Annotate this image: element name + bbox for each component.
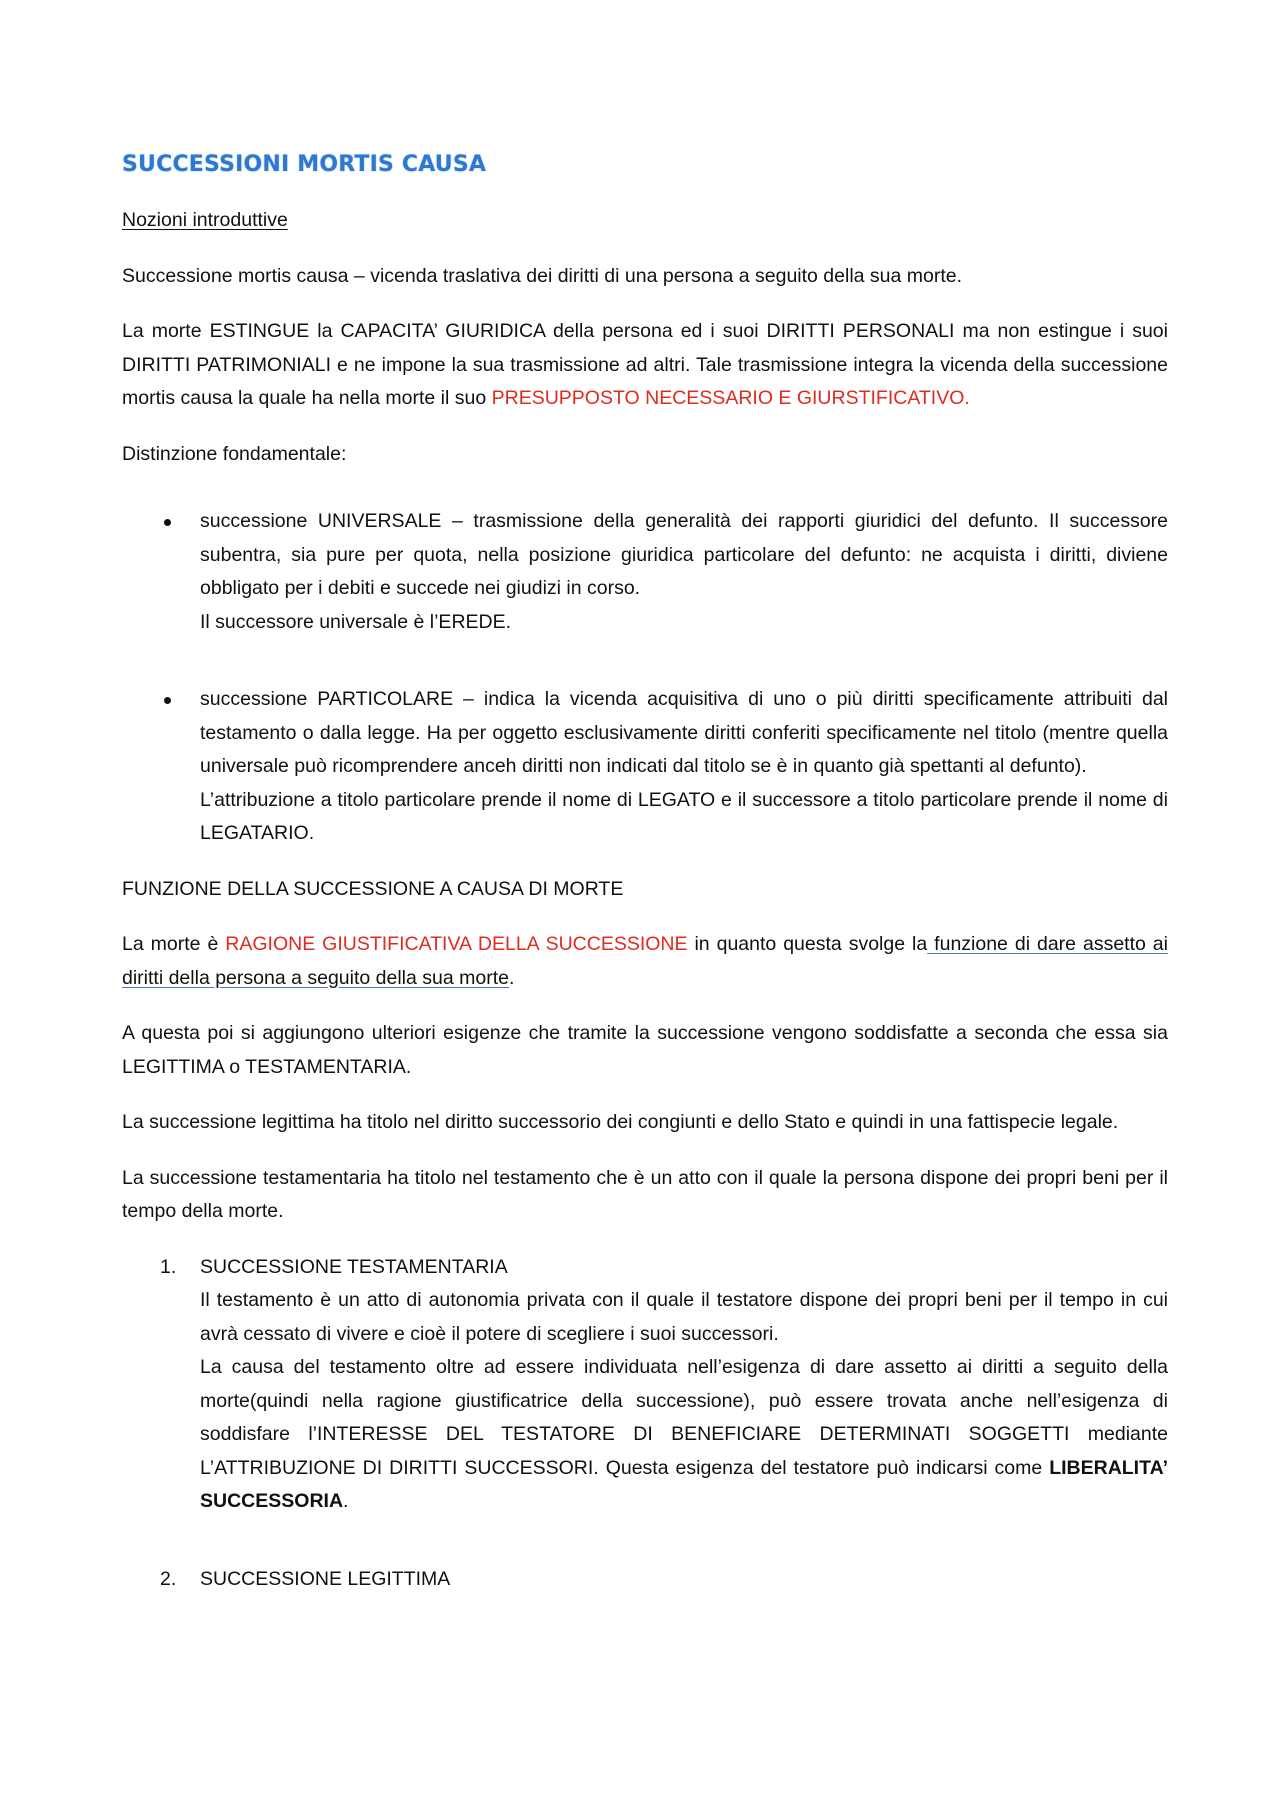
list-item-particolare — [122, 683, 1168, 851]
bold-liberalita: LIBERALITA’ SUCCESSORIA — [200, 1456, 1168, 1512]
document-page — [122, 150, 1168, 1596]
distinction-label: Distinzione fondamentale: — [122, 442, 347, 465]
succession-types-list — [122, 1251, 1168, 1597]
highlight-presupposto: PRESUPPOSTO NECESSARIO E GIURSTIFICATIVO. — [491, 387, 970, 409]
underlined-funzione: funzione di dare assetto ai diritti della persona a seguito della sua morte — [122, 933, 1168, 989]
list-item-legittima — [122, 1563, 1168, 1597]
paragraph-testamentaria: La successione testamentaria ha titolo nel testamento che è un atto con il quale la persona dispone dei propri beni per il tempo della morte. — [122, 1166, 1168, 1222]
paragraph-esigenze: A questa poi si aggiungono ulteriori esigenze che tramite la successione vengono soddisfatte a seconda che essa sia LEGITTIMA o TESTAMENTARIA. — [122, 1022, 1168, 1078]
list-item-heading: SUCCESSIONE LEGITTIMA — [200, 1567, 451, 1590]
document-title: SUCCESSIONI MORTIS CAUSA — [122, 152, 487, 177]
list-item-text: successione UNIVERSALE – trasmissione della generalità dei rapporti giuridici del defunto. Il successore subentra, sia pure per quota, nella posizione giuridica particolare del defunto: ne acquista i diritti, diviene obbligato per i debiti e succede nei giudizi in corso. — [200, 510, 1168, 599]
list-item-para-end: . — [343, 1490, 349, 1512]
paragraph-funzione — [122, 928, 1168, 995]
bullet-icon — [164, 519, 171, 526]
list-item-testamentaria — [122, 1251, 1168, 1519]
list-item-extra: Il successore universale è l’EREDE. — [200, 610, 512, 633]
paragraph-funzione-a: La morte è — [122, 933, 226, 955]
paragraph-funzione-b: in quanto questa svolge la — [687, 933, 928, 955]
list-item-extra: L’attribuzione a titolo particolare prende il nome di LEGATO e il successore a titolo particolare prende il nome di LEGATARIO. — [200, 788, 1168, 844]
section-subtitle — [122, 204, 1168, 238]
paragraph-legittima: La successione legittima ha titolo nel diritto successorio dei congiunti e dello Stato e quindi in una fattispecie legale. — [122, 1111, 1119, 1133]
list-item-para — [200, 1351, 1168, 1519]
paragraph-morte — [122, 315, 1168, 416]
highlight-ragione: RAGIONE GIUSTIFICATIVA DELLA SUCCESSIONE — [225, 933, 688, 955]
bullet-icon — [164, 697, 171, 704]
distinction-list — [122, 505, 1168, 851]
paragraph-funzione-c: . — [508, 966, 515, 989]
list-number: 2. — [160, 1567, 177, 1590]
paragraph-definition: Successione mortis causa – vicenda traslativa dei diritti di una persona a seguito della sua morte. — [122, 264, 963, 287]
list-number: 1. — [160, 1255, 177, 1278]
list-item-para: Il testamento è un atto di autonomia privata con il quale il testatore dispone dei propri beni per il tempo in cui avrà cessato di vivere e cioè il potere di scegliere i suoi successori. — [200, 1289, 1168, 1345]
paragraph-morte-text: La morte ESTINGUE la CAPACITA’ GIURIDICA della persona ed i suoi DIRITTI PERSONALI ma non estingue i suoi DIRITTI PATRIMONIALI e ne impone la sua trasmissione ad altri. Tale trasmissione integra la vicenda della successione mortis causa la quale ha nella morte il suo — [122, 320, 1168, 409]
funzione-heading: FUNZIONE DELLA SUCCESSIONE A CAUSA DI MORTE — [122, 877, 624, 900]
list-item-heading: SUCCESSIONE TESTAMENTARIA — [200, 1255, 508, 1278]
list-item-universale — [122, 505, 1168, 639]
list-item-para-text: La causa del testamento oltre ad essere individuata nell’esigenza di dare assetto ai diritti a seguito della morte(quindi nella ragione giustificatrice della successione), può essere trovata anche nell’esigenza di soddisfare l’INTERESSE DEL TESTATORE DI BENEFICIARE DETERMINATI SOGGETTI mediante L’ATTRIBUZIONE DI DIRITTI SUCCESSORI. Questa esigenza del testatore può indicarsi come — [200, 1356, 1168, 1479]
list-item-text: successione PARTICOLARE – indica la vicenda acquisitiva di uno o più diritti specificamente attribuiti dal testamento o dalla legge. Ha per oggetto esclusivamente diritti conferiti specificamente nel titolo (mentre quella universale può ricomprendere anceh diritti non indicati dal titolo se è in quanto già spettanti al defunto). — [200, 688, 1168, 777]
section-subtitle-text: Nozioni introduttive — [122, 209, 288, 231]
